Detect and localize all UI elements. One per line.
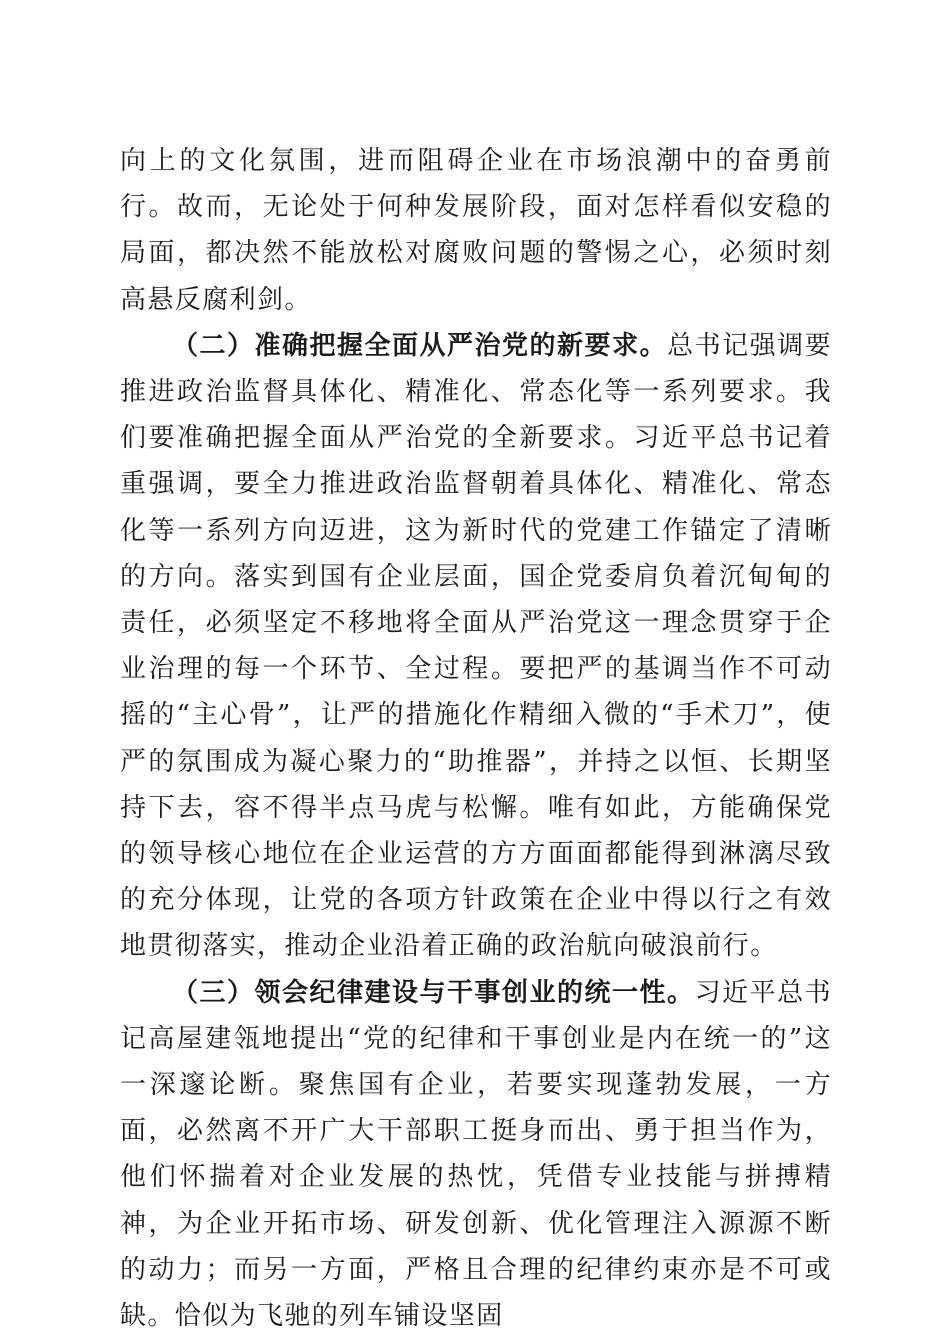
section-three-text: 习近平总书记高屋建瓴地提出“党的纪律和干事创业是内在统一的”这一深邃论断。聚焦国有企业，若要实现蓬勃发展，一方面，必然离不开广大干部职工挺身而出、勇于担当作为，他们怀揣着对企业发展的热忱，凭借专业技能与拼搏精神，为企业开拓市场、研发创新、优化管理注入源源不断的动力；而另一方面，严格且合理的纪律约束亦是不可或缺。恰似为飞驰的列车铺设坚固 — [120, 977, 832, 1332]
paragraph-continuation-text: 向上的文化氛围，进而阻碍企业在市场浪潮中的奋勇前行。故而，无论处于何种发展阶段，面对怎样看似安稳的局面，都决然不能放松对腐败问题的警惕之心，必须时刻高悬反腐利剑。 — [120, 146, 832, 315]
paragraph-section-three — [120, 970, 832, 1340]
section-two-heading: （二）准确把握全面从严治党的新要求。 — [172, 330, 668, 361]
section-three-heading: （三）领会纪律建设与干事创业的统一性。 — [172, 977, 695, 1008]
section-two-text: 总书记强调要推进政治监督具体化、精准化、常态化等一系列要求。我们要准确把握全面从严治党的全新要求。习近平总书记着重强调，要全力推进政治监督朝着具体化、精准化、常态化等一系列方向迈进，这为新时代的党建工作锚定了清晰的方向。落实到国有企业层面，国企党委肩负着沉甸甸的责任，必须坚定不移地将全面从严治党这一理念贯穿于企业治理的每一个环节、全过程。要把严的基调当作不可动摇的“主心骨”，让严的措施化作精细入微的“手术刀”，使严的氛围成为凝心聚力的“助推器”，并持之以恒、长期坚持下去，容不得半点马虎与松懈。唯有如此，方能确保党的领导核心地位在企业运营的方方面面都能得到淋漓尽致的充分体现，让党的各项方针政策在企业中得以行之有效地贯彻落实，推动企业沿着正确的政治航向破浪前行。 — [120, 330, 832, 962]
paragraph-section-two — [120, 323, 832, 970]
paragraph-continuation — [120, 138, 832, 323]
document-body — [120, 138, 832, 1339]
